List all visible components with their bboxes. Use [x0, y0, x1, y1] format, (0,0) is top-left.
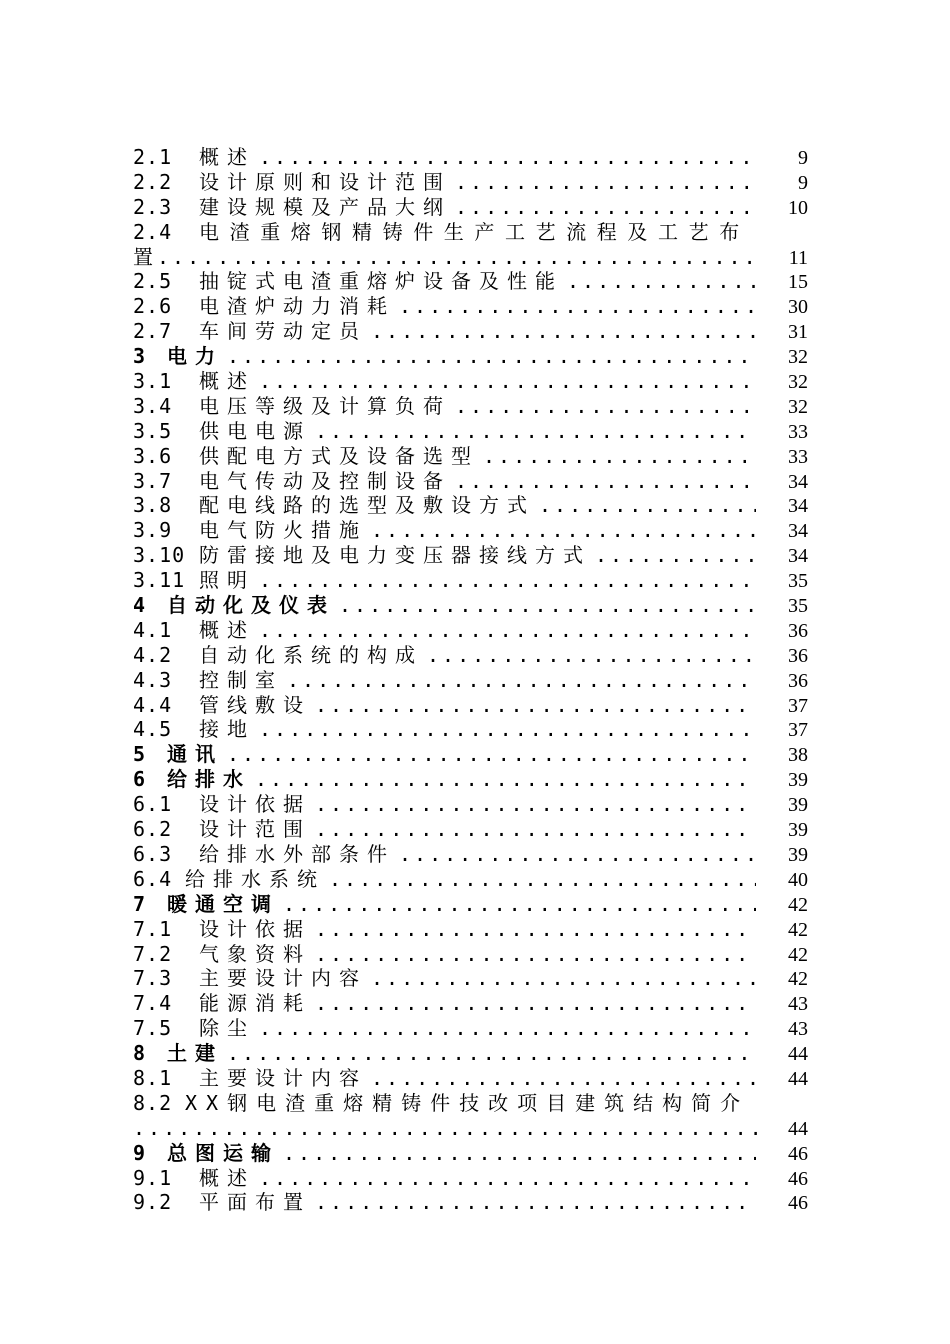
toc-entry-number: 4.5 [133, 717, 173, 742]
toc-entry [133, 568, 808, 593]
toc-entry-page: 44 [788, 1067, 808, 1090]
toc-entry-page: 39 [788, 819, 808, 842]
toc-leader-dots [371, 319, 756, 344]
toc-entry [133, 543, 808, 568]
toc-leader-dots [255, 767, 756, 792]
toc-entry-number: 6 [133, 767, 147, 792]
toc-leader-dots [371, 518, 756, 543]
toc-entry [133, 867, 808, 892]
toc-entry-page: 15 [788, 271, 808, 294]
toc-entry-title: 概述 [199, 369, 255, 394]
toc-entry [133, 1041, 808, 1066]
toc-entry-title: 除尘 [199, 1016, 255, 1041]
toc-entry-page: 34 [788, 545, 808, 568]
toc-entry-number: 7 [133, 891, 147, 916]
toc-entry-page: 32 [788, 395, 808, 418]
toc-entry-title: 供电电源 [199, 418, 311, 443]
toc-entry-title: 自动化及仪表 [167, 593, 335, 618]
toc-entry-title: 设计依据 [199, 792, 311, 817]
toc-leader-dots [283, 892, 756, 917]
toc-entry-page: 35 [788, 595, 808, 618]
toc-entry-number: 3.1 [133, 369, 173, 394]
toc-leader-dots [259, 1166, 756, 1191]
toc-leader-dots [539, 493, 756, 518]
toc-entry [133, 1141, 808, 1166]
toc-leader-dots [455, 394, 756, 419]
toc-entry [133, 817, 808, 842]
toc-entry [133, 469, 808, 494]
toc-entry-number: 3 [133, 344, 147, 369]
toc-entry-title: 能源消耗 [199, 991, 311, 1016]
toc-entry-number: 8 [133, 1041, 147, 1066]
toc-entry [133, 220, 808, 245]
toc-entry-number: 2.4 [133, 219, 173, 244]
toc-entry-page: 43 [788, 1018, 808, 1041]
toc-entry-page: 38 [788, 744, 808, 767]
toc-leader-dots [157, 245, 756, 270]
toc-entry [133, 493, 808, 518]
toc-entry-page: 46 [788, 1142, 808, 1165]
toc-entry [133, 195, 808, 220]
toc-entry-page: 44 [788, 1043, 808, 1066]
toc-entry-title: 电渣重熔钢精铸件生产工艺流程及工艺布 [199, 219, 750, 244]
toc-entry-title: 自动化系统的构成 [199, 642, 423, 667]
toc-entry-title: 电气防火措施 [199, 518, 367, 543]
toc-entry-title: 给排水 [167, 767, 251, 792]
toc-entry-title: 给排水外部条件 [199, 841, 395, 866]
toc-entry-page: 35 [788, 570, 808, 593]
toc-entry-page: 34 [788, 495, 808, 518]
toc-entry-number: 3.6 [133, 443, 173, 468]
toc-entry-page: 32 [788, 371, 808, 394]
toc-entry [133, 294, 808, 319]
toc-entry-title: 主要设计内容 [199, 966, 367, 991]
toc-entry-number: 7.4 [133, 991, 173, 1016]
toc-entry-number: 3.10 [133, 543, 186, 568]
toc-entry [133, 792, 808, 817]
toc-entry [133, 1166, 808, 1191]
toc-leader-dots [315, 792, 756, 817]
toc-entry [133, 942, 808, 967]
toc-leader-dots [227, 742, 756, 767]
toc-leader-dots [227, 344, 756, 369]
toc-leader-dots [287, 668, 756, 693]
toc-entry-number: 8.1 [133, 1065, 173, 1090]
toc-entry-number: 3.11 [133, 568, 186, 593]
toc-entry-continuation [133, 245, 808, 270]
toc-entry-title: XX钢电渣重熔精铸件技改项目建筑结构简介 [185, 1090, 750, 1115]
toc-entry-number: 9.2 [133, 1190, 173, 1215]
toc-entry-page: 39 [788, 843, 808, 866]
toc-entry [133, 319, 808, 344]
toc-entry-page: 36 [788, 619, 808, 642]
toc-leader-dots [259, 568, 756, 593]
toc-entry-page: 36 [788, 644, 808, 667]
toc-entry-page: 46 [788, 1167, 808, 1190]
toc-entry-title: 给排水系统 [185, 866, 325, 891]
toc-leader-dots [315, 817, 756, 842]
toc-leader-dots [329, 867, 756, 892]
toc-entry-title: 配电线路的选型及敷设方式 [199, 493, 535, 518]
toc-entry-number: 2.7 [133, 319, 173, 344]
toc-entry-title: 接地 [199, 717, 255, 742]
toc-entry [133, 991, 808, 1016]
toc-leader-dots [595, 543, 756, 568]
toc-entry-title: 控制室 [199, 667, 283, 692]
toc-leader-dots [283, 1141, 756, 1166]
toc-leader-dots [371, 1066, 756, 1091]
toc-entry-page: 39 [788, 794, 808, 817]
toc-leader-dots [315, 693, 756, 718]
toc-entry [133, 344, 808, 369]
toc-entry-title: 供配电方式及设备选型 [199, 443, 479, 468]
table-of-contents [133, 145, 808, 1215]
toc-leader-dots [567, 269, 756, 294]
toc-leader-dots [399, 294, 756, 319]
toc-entry [133, 917, 808, 942]
toc-entry-number: 3.9 [133, 518, 173, 543]
toc-entry-title: 电力 [167, 344, 223, 369]
toc-entry-title: 电渣炉动力消耗 [199, 294, 395, 319]
toc-leader-dots [339, 593, 756, 618]
toc-entry-number: 3.8 [133, 493, 173, 518]
toc-leader-dots [399, 842, 756, 867]
toc-leader-dots [259, 145, 756, 170]
toc-leader-dots [315, 991, 756, 1016]
toc-entry-page: 11 [788, 246, 808, 269]
toc-entry-title: 暖通空调 [167, 891, 279, 916]
toc-leader-dots [259, 369, 756, 394]
toc-entry-page: 46 [788, 1192, 808, 1215]
toc-entry-number: 9 [133, 1140, 147, 1165]
toc-entry-page: 34 [788, 470, 808, 493]
toc-entry [133, 618, 808, 643]
toc-entry [133, 518, 808, 543]
toc-leader-dots [315, 419, 756, 444]
toc-entry-page: 9 [798, 171, 808, 194]
toc-entry [133, 444, 808, 469]
toc-entry-page: 34 [788, 520, 808, 543]
toc-entry [133, 1190, 808, 1215]
toc-entry-title: 电压等级及计算负荷 [199, 393, 451, 418]
toc-entry-number: 4 [133, 593, 147, 618]
toc-leader-dots [133, 1116, 764, 1141]
toc-entry-title: 车间劳动定员 [199, 319, 367, 344]
toc-entry-title: 总图运输 [167, 1140, 279, 1165]
toc-entry-title: 通讯 [167, 742, 223, 767]
toc-entry-page: 9 [798, 147, 808, 169]
toc-leader-dots [427, 643, 756, 668]
toc-entry-title: 概述 [199, 145, 255, 169]
toc-leader-dots [371, 966, 756, 991]
toc-entry-title: 平面布置 [199, 1190, 311, 1215]
toc-entry-number: 2.3 [133, 194, 173, 219]
toc-entry-page: 33 [788, 445, 808, 468]
toc-entry [133, 717, 808, 742]
toc-entry-title: 概述 [199, 1165, 255, 1190]
toc-leader-dots [455, 195, 756, 220]
toc-entry-number: 7.2 [133, 941, 173, 966]
toc-entry-number: 6.3 [133, 841, 173, 866]
toc-entry-page: 40 [788, 868, 808, 891]
toc-entry-number: 6.1 [133, 792, 173, 817]
toc-entry-page: 31 [788, 321, 808, 344]
toc-entry-page: 37 [788, 719, 808, 742]
toc-entry [133, 668, 808, 693]
toc-entry-title: 设计原则和设计范围 [199, 169, 451, 194]
toc-leader-dots [315, 917, 756, 942]
toc-entry-title: 设计依据 [199, 916, 311, 941]
toc-entry-number: 2.1 [133, 145, 173, 169]
toc-entry-title: 防雷接地及电力变压器接线方式 [199, 543, 591, 568]
toc-entry-title: 土建 [167, 1041, 223, 1066]
toc-entry [133, 1066, 808, 1091]
toc-entry [133, 1016, 808, 1041]
toc-entry-number: 7.1 [133, 916, 173, 941]
toc-entry-page: 37 [788, 694, 808, 717]
toc-entry-number: 2.6 [133, 294, 173, 319]
toc-entry [133, 394, 808, 419]
toc-leader-dots [259, 717, 756, 742]
toc-entry-number: 3.4 [133, 393, 173, 418]
toc-entry-number: 4.4 [133, 692, 173, 717]
toc-entry-title: 管线敷设 [199, 692, 311, 717]
toc-entry-title: 建设规模及产品大纲 [199, 194, 451, 219]
toc-entry [133, 892, 808, 917]
toc-entry-title: 气象资料 [199, 941, 311, 966]
toc-entry-number: 5 [133, 742, 147, 767]
toc-entry [133, 842, 808, 867]
toc-entry-number: 3.5 [133, 418, 173, 443]
toc-leader-dots [259, 618, 756, 643]
toc-entry-title-continued: 置 [133, 244, 153, 269]
toc-entry-number: 4.2 [133, 642, 173, 667]
toc-entry-page: 30 [788, 296, 808, 319]
toc-entry-number: 2.5 [133, 269, 173, 294]
toc-leader-dots [315, 942, 756, 967]
toc-entry-page: 43 [788, 993, 808, 1016]
toc-leader-dots [455, 469, 756, 494]
toc-entry [133, 966, 808, 991]
toc-entry-page: 42 [788, 893, 808, 916]
toc-entry-number: 4.1 [133, 617, 173, 642]
toc-entry-page: 32 [788, 346, 808, 369]
toc-leader-dots [455, 170, 756, 195]
toc-entry [133, 1091, 808, 1116]
toc-entry-continuation [133, 1116, 808, 1141]
toc-entry-title: 设计范围 [199, 817, 311, 842]
toc-entry-number: 6.2 [133, 817, 173, 842]
toc-entry-number: 3.7 [133, 468, 173, 493]
toc-leader-dots [483, 444, 756, 469]
toc-entry-title: 电气传动及控制设备 [199, 468, 451, 493]
toc-entry-page: 33 [788, 420, 808, 443]
toc-entry [133, 643, 808, 668]
toc-entry-page: 10 [788, 196, 808, 219]
toc-entry-title: 抽锭式电渣重熔炉设备及性能 [199, 269, 563, 294]
toc-entry [133, 767, 808, 792]
toc-entry-title: 概述 [199, 617, 255, 642]
toc-leader-dots [259, 1016, 756, 1041]
toc-entry-number: 8.2 [133, 1090, 173, 1115]
toc-entry [133, 593, 808, 618]
toc-entry [133, 419, 808, 444]
toc-entry-number: 4.3 [133, 667, 173, 692]
toc-entry-page: 44 [788, 1117, 808, 1140]
toc-entry-number: 6.4 [133, 866, 173, 891]
toc-entry-title: 照明 [199, 568, 255, 593]
toc-entry [133, 742, 808, 767]
toc-entry [133, 369, 808, 394]
toc-leader-dots [227, 1041, 756, 1066]
toc-entry-number: 9.1 [133, 1165, 173, 1190]
toc-leader-dots [315, 1190, 756, 1215]
toc-entry [133, 269, 808, 294]
toc-entry-title: 主要设计内容 [199, 1065, 367, 1090]
toc-entry [133, 170, 808, 195]
toc-entry [133, 145, 808, 170]
toc-entry-page: 42 [788, 918, 808, 941]
toc-entry-number: 7.5 [133, 1016, 173, 1041]
toc-entry-page: 39 [788, 769, 808, 792]
toc-entry-page: 42 [788, 943, 808, 966]
toc-entry-page: 42 [788, 968, 808, 991]
toc-entry [133, 693, 808, 718]
toc-entry-number: 2.2 [133, 169, 173, 194]
toc-entry-page: 36 [788, 669, 808, 692]
toc-entry-number: 7.3 [133, 966, 173, 991]
